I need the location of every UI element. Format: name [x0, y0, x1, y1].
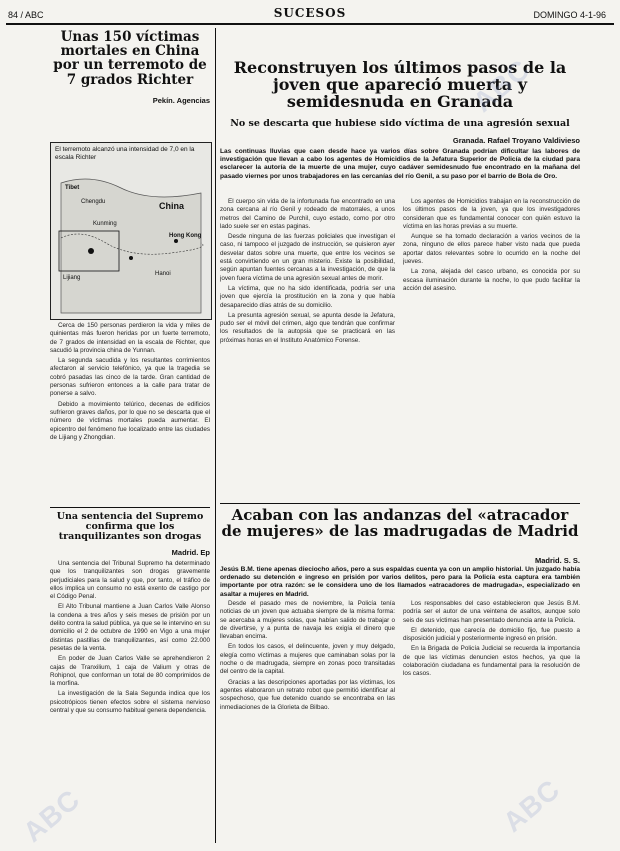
granada-paragraph: Desde ninguna de las fuerzas policiales que investigan el caso, ni tampoco el juzgado de instrucción, se quisieron ayer desvelar datos sobre una muerte, que entre los vecinos se está convirtiendo en un gran misterio. Existe la posibilidad, según apuntan fuentes cercanas a la investigación, de que la joven fuera víctima de una agresión sexual antes de morir. — [220, 233, 395, 282]
page-number: 84 / ABC — [8, 10, 44, 20]
map-label-lijiang: Lijiang — [63, 275, 81, 281]
atracador-paragraph: En la Brigada de Policía Judicial se recuerda la importancia de que las víctimas denuncien estos hechos, ya que la colaboración ciudadana es fundamental para la resolución de los casos. — [403, 645, 580, 678]
granada-paragraph: La presunta agresión sexual, se apunta desde la Jefatura, pudo ser el móvil del crimen, algo que tendrán que confirmar los resultados de la autopsia que se practicará en las próximas horas en el Instituto Anatómico Forense. — [220, 311, 395, 344]
granada-body-left — [220, 198, 395, 498]
granada-headline: Reconstruyen los últimos pasos de la joven que apareció muerta y semidesnuda en Granada — [233, 58, 567, 111]
watermark-bottom-right: ABC — [497, 773, 566, 838]
page-date: DOMINGO 4-1-96 — [533, 10, 606, 20]
left-column-divider — [50, 507, 210, 508]
atracador-paragraph: El detenido, que carecía de domicilio fijo, fue puesto a disposición judicial y posteriormente ingresó en prisión. — [403, 626, 580, 643]
map-label-kunming: Kunming — [93, 221, 117, 227]
granada-paragraph: Aunque se ha tomado declaración a varios vecinos de la zona, ninguno de ellos parece haber visto nada que pueda aportar datos relevantes sobre lo ocurrido en la noche del jueves. — [403, 233, 580, 266]
atracador-paragraph: Gracias a las descripciones aportadas por las víctimas, los agentes elaboraron un retrato robot que permitió identificar al sospechoso, que fue detenido cuando se encontraba en las inmediaciones de la Glorieta de Bilbao. — [220, 678, 395, 711]
china-paragraph: Debido a movimiento telúrico, decenas de edificios sufrieron graves daños, por lo que no se descarta que el número de víctimas mortales pueda aumentar. El epicentro del fenómeno fue localizado entre las ciudades de Lijiang y Zhongdian. — [50, 400, 210, 441]
section-title: SUCESOS — [273, 6, 347, 20]
map-label-tibet: Tibet — [65, 185, 80, 191]
granada-paragraph: La zona, alejada del casco urbano, es conocida por su escasa iluminación durante la noche, lo que pudo facilitar la acción del asesino. — [403, 268, 580, 292]
atracador-headline: Acaban con las andanzas del «atracador de mujeres» de las madrugadas de Madrid — [221, 506, 579, 540]
atracador-lead: Jesús B.M. tiene apenas dieciocho años, pero a sus espaldas cuenta ya con un amplio historial. Un juzgado había ordenado su detención e ingreso en prisión por varios delitos, pero para la Policía esta captura era también importante por otra razón: se le considera uno de los llamados «atracadores de madrugada», especializado en asaltar a mujeres en Madrid. — [220, 566, 580, 598]
right-section-divider — [220, 503, 580, 504]
supremo-paragraph: El Alto Tribunal mantiene a Juan Carlos Valle Alonso la condena a tres años y seis meses de prisión por un delito contra la salud pública, ya que se le intervino en su domicilio el 2 de octubre de 1990 en Vigo a una mujer distintas pastillas de tranquilizantes, así como 22.000 pesetas de la venta. — [50, 603, 210, 652]
watermark-top-right: ABC — [467, 53, 536, 118]
supremo-paragraph: Una sentencia del Tribunal Supremo ha determinado que los tranquilizantes son drogas gravemente perjudiciales para la salud y que, por tanto, el tráfico de ellos implica un consumo no está exento de castigo por el Código Penal. — [50, 560, 210, 601]
china-paragraph: Cerca de 150 personas perdieron la vida y miles de quinientas más fueron heridas por un fuerte terremoto, de 7 grados de intensidad en la escala de Richter, que sacudió la provincia china de Yunnan. — [50, 322, 210, 354]
supremo-headline: Una sentencia del Supremo confirma que los tranquilizantes son drogas — [56, 511, 204, 542]
china-headline: Unas 150 víctimas mortales en China por un terremoto de 7 grados Richter — [53, 29, 207, 88]
map-graphic — [51, 143, 211, 319]
granada-lead: Las continuas lluvias que caen desde hace ya varios días sobre Granada podrían dificultar las labores de investigación que llevan a cabo los agentes de Homicidios de la Jefatura Superior de Policía de la ciudad para esclarecer la autoría de la muerte de una mujer, cuyo cadáver semidesnudo fue encontrado en la mañana del pasado viernes por unos trabajadores en las cercanías del río Genil, a su paso por el barrio de Bola de Oro. — [220, 148, 580, 180]
supremo-paragraph: La investigación de la Sala Segunda indica que los psicotrópicos tienen efectos sobre el sistema nervioso central y que su consumo habitual genera dependencia. — [50, 690, 210, 715]
supremo-byline: Madrid. Ep — [171, 548, 210, 557]
earthquake-map — [50, 142, 212, 320]
map-caption: El terremoto alcanzó una intensidad de 7,0 en la escala Richter — [55, 146, 195, 161]
granada-byline: Granada. Rafael Troyano Valdivieso — [452, 136, 580, 145]
granada-paragraph: Los agentes de Homicidios trabajan en la reconstrucción de los últimos pasos de la joven, ya que los investigadores consideran que es fundamental conocer con quién estuvo la víctima en las horas previas a su muerte. — [403, 198, 580, 230]
supremo-paragraph: En poder de Juan Carlos Valle se aprehendieron 2 cajas de Tranxilium, 1 caja de Valium y otras de Rohipnol, que conforman un total de 80 comprimidos de la morfina. — [50, 655, 210, 688]
atracador-paragraph: En todos los casos, el delincuente, joven y muy delgado, elegía como víctimas a mujeres que caminaban solas por la noche o de madrugada, siempre en zonas poco transitadas del centro de la capital. — [220, 643, 395, 676]
atracador-paragraph: Los responsables del caso establecieron que Jesús B.M. podría ser el autor de una veintena de asaltos, aunque solo seis de sus víctimas han presentado denuncia ante la Policía. — [403, 600, 580, 624]
header-rule — [6, 23, 614, 25]
watermark-bottom-left: ABC — [17, 783, 86, 848]
map-label-china: China — [159, 201, 185, 211]
china-body — [50, 322, 210, 502]
granada-paragraph: El cuerpo sin vida de la infortunada fue encontrado en una zona cercana al río Genil y rodeado de matorrales, a unos metros del Camino de Purchil, cuyo estado, como por otro lado suele ser en estas paginas. — [220, 198, 395, 230]
granada-paragraph: La víctima, que no ha sido identificada, podría ser una joven que ejercía la prostitución en la zona y que había desaparecido días atrás de su domicilio. — [220, 284, 395, 309]
map-label-hanoi: Hanoi — [155, 271, 171, 277]
china-paragraph: La segunda sacudida y los resultantes corrimientos afectaron al servicio telefónico, ya que la tragedia se cobró pasadas las cinco de la tarde. Gran cantidad de personas sufrieron entonces a la calle para tratar de ponerse a salvo. — [50, 357, 210, 398]
vertical-column-rule — [215, 28, 216, 843]
map-label-hong-kong: Hong Kong — [169, 233, 202, 239]
atracador-byline: Madrid. S. S. — [534, 556, 580, 565]
atracador-body-left — [220, 600, 395, 844]
granada-body-right — [403, 198, 580, 498]
map-label-chengdu: Chengdu — [81, 199, 106, 205]
atracador-paragraph: Desde el pasado mes de noviembre, la Policía tenía noticias de un joven que actuaba siempre de la misma forma: se acercaba a mujeres solas, que habían salido de trabajar o de divertirse, y a punta de navaja les exigía el dinero que llevaban encima. — [220, 600, 395, 641]
china-byline: Pekín. Agencias — [152, 96, 210, 105]
granada-subheadline: No se descarta que hubiese sido víctima de una agresión sexual — [230, 118, 570, 129]
